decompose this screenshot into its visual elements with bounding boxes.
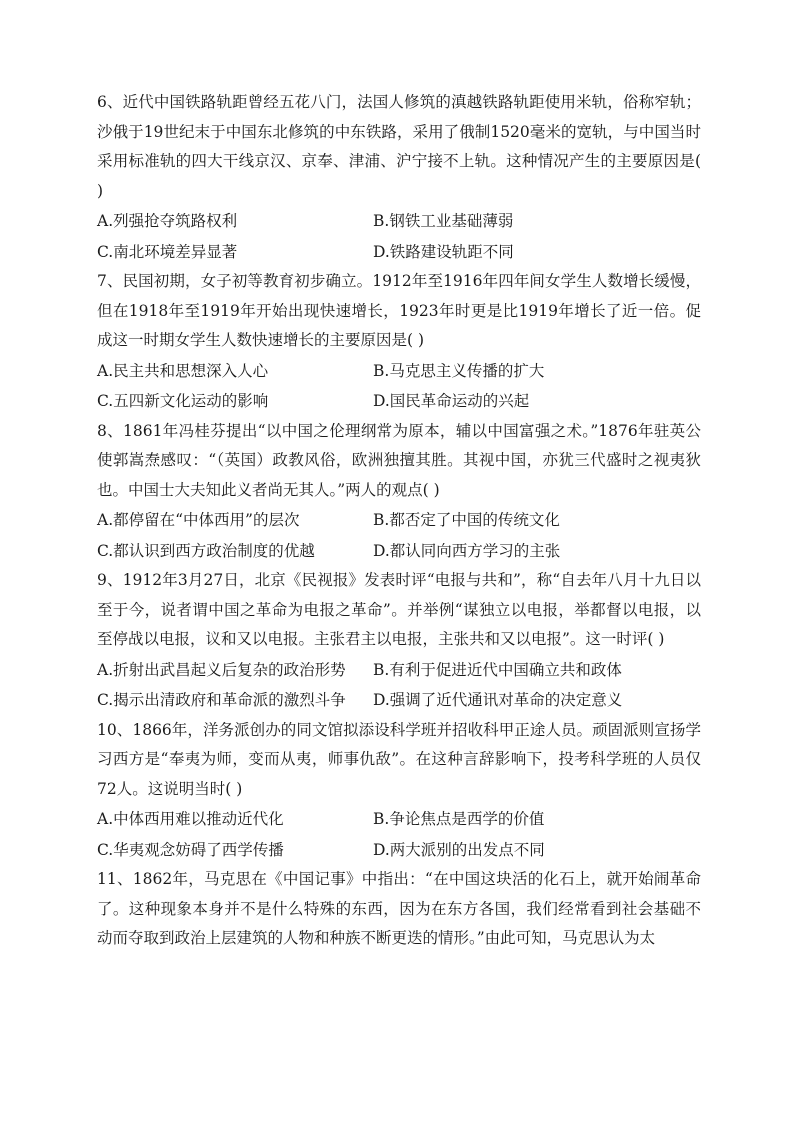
option-d: D.强调了近代通讯对革命的决定意义 (373, 691, 623, 709)
option-a: A.列强抢夺筑路权利 (97, 212, 238, 230)
option-b: B.钢铁工业基础薄弱 (373, 212, 514, 230)
question-11 (97, 865, 701, 954)
option-b: B.马克思主义传播的扩大 (373, 361, 545, 380)
option-d: D.国民革命运动的兴起 (373, 392, 530, 410)
question-stem: 9、1912年3月27日，北京《民视报》发表时评“电报与共和”，称“自去年八月十九日以至于今，说者谓中国之革命为电报之革命”。并举例“谋独立以电报，举都督以电报，以至停战以电报，议和又以电报。主张君主以电报，主张共和又以电报”。这一时评( ) (97, 571, 701, 648)
option-list (97, 356, 701, 417)
option-b: B.都否定了中国的传统文化 (373, 511, 560, 529)
option-d: D.铁路建设轨距不同 (373, 242, 514, 261)
question-7 (97, 267, 701, 417)
option-a: A.中体西用难以推动近代化 (97, 810, 284, 828)
option-list (97, 804, 701, 865)
option-a: A.都停留在“中体西用”的层次 (97, 511, 300, 529)
question-stem: 10、1866年，洋务派创办的同文馆拟添设科学班并招收科甲正途人员。顽固派则宣扬学习西方是“奉夷为师，变而从夷，师事仇敌”。在这种言辞影响下，投考科学班的人员仅72人。这说明当时( ) (97, 720, 701, 798)
question-9 (97, 566, 701, 716)
question-6 (97, 88, 701, 267)
option-c: C.华夷观念妨碍了西学传播 (97, 840, 284, 859)
option-list (97, 206, 701, 267)
question-stem: 11、1862年，马克思在《中国记事》中指出：“在中国这块活的化石上，就开始闹革命了。这种现象本身并不是什么特殊的东西，因为在东方各国，我们经常看到社会基础不动而夺取到政治上层建筑的人物和种族不断更迭的情形。”由此可知，马克思认为太 (97, 870, 701, 947)
option-a: A.折射出武昌起义后复杂的政治形势 (97, 660, 346, 679)
question-8 (97, 417, 701, 567)
question-stem: 8、1861年冯桂芬提出“以中国之伦理纲常为原本，辅以中国富强之术。”1876年驻英公使郭嵩焘感叹：“（英国）政教风俗，欧洲独擅其胜。其视中国，亦犹三代盛时之视夷狄也。中国士大夫知此义者尚无其人。”两人的观点( ) (97, 421, 701, 499)
option-c: C.五四新文化运动的影响 (97, 392, 269, 410)
option-c: C.都认识到西方政治制度的优越 (97, 541, 315, 560)
question-list (97, 88, 701, 954)
option-c: C.南北环境差异显著 (97, 242, 238, 261)
option-d: D.都认同向西方学习的主张 (373, 541, 561, 560)
option-list (97, 505, 701, 566)
option-b: B.有利于促进近代中国确立共和政体 (373, 660, 622, 679)
option-c: C.揭示出清政府和革命派的激烈斗争 (97, 691, 346, 709)
option-d: D.两大派别的出发点不同 (373, 840, 545, 859)
question-stem: 7、民国初期，女子初等教育初步确立。1912年至1916年四年间女学生人数增长缓慢，但在1918年至1919年开始出现快速增长，1923年时更是比1919年增长了近一倍。促成这一时期女学生人数快速增长的主要原因是( ) (97, 272, 701, 349)
option-a: A.民主共和思想深入人心 (97, 361, 269, 380)
question-10 (97, 716, 701, 866)
option-list (97, 655, 701, 716)
question-stem: 6、近代中国铁路轨距曾经五花八门，法国人修筑的滇越铁路轨距使用米轨，俗称窄轨；沙俄于19世纪末于中国东北修筑的中东铁路，采用了俄制1520毫米的宽轨，与中国当时采用标准轨的四大干线京汉、京奉、津浦、沪宁接不上轨。这种情况产生的主要原因是( ) (97, 93, 701, 200)
option-b: B.争论焦点是西学的价值 (373, 810, 545, 828)
